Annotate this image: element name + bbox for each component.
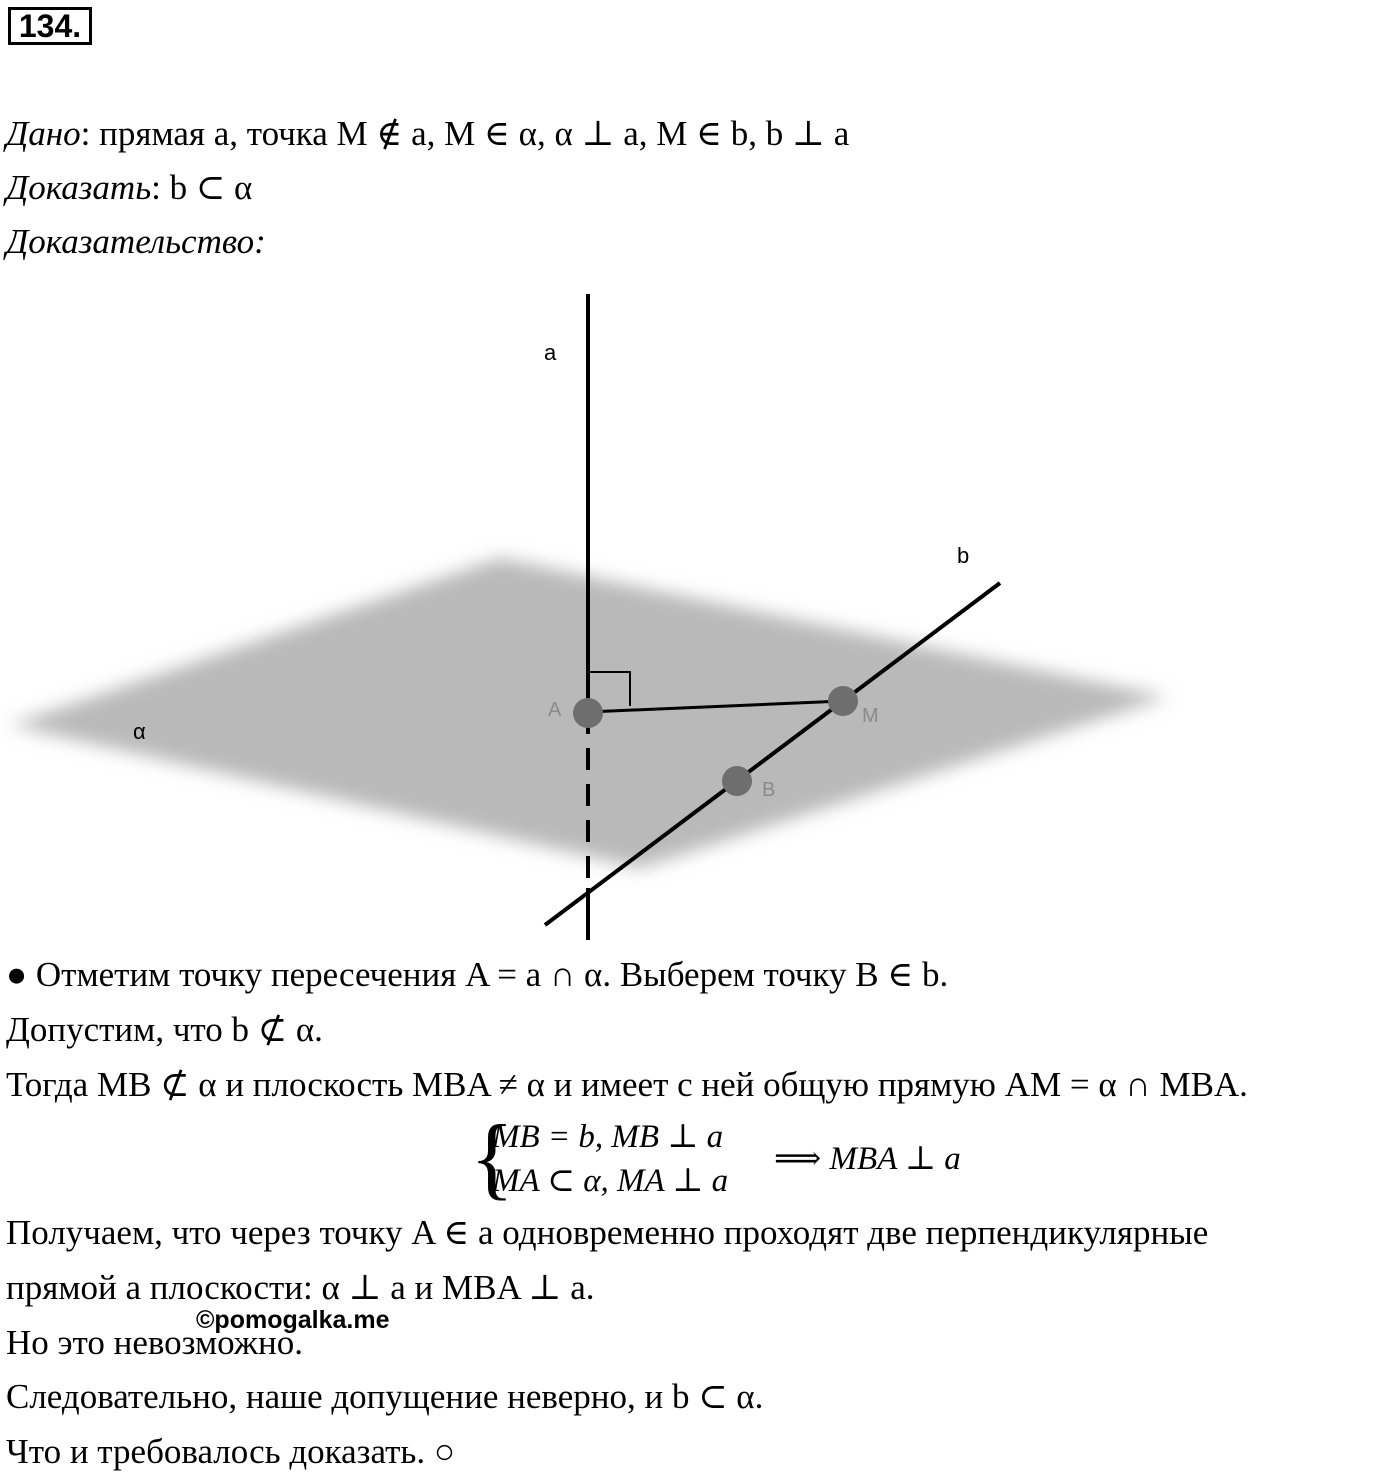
geometry-figure — [0, 290, 1400, 950]
proof-line-2: Допустим, что b ⊄ α. — [6, 1010, 323, 1049]
watermark: ©pomogalka.me — [196, 1306, 390, 1334]
conclusion-line-1: Получаем, что через точку A ∈ a одновременно проходят две перпендикулярные — [6, 1213, 1209, 1252]
conclusion-line-4: Следовательно, наше допущение неверно, и b ⊂ α. — [6, 1377, 764, 1416]
conclusion-line-3: Но это невозможно. — [6, 1323, 303, 1362]
proof-line-1: ● Отметим точку пересечения A = a ∩ α. Выберем точку B ∈ b. — [6, 955, 949, 994]
label-point-b: B — [762, 779, 776, 801]
system-row-1: MB = b, MB ⊥ a — [492, 1119, 724, 1155]
given-text: : прямая a, точка M ∉ a, M ∈ α, α ⊥ a, M ∈ b, b ⊥ a — [80, 114, 850, 153]
conclusion-line-5: Что и требовалось доказать. ○ — [6, 1432, 456, 1471]
prove-label: Доказать — [6, 168, 152, 207]
prove-text: : b ⊂ α — [151, 168, 253, 207]
prove-line — [6, 168, 252, 208]
label-point-m: M — [862, 705, 879, 727]
system-brace: { — [470, 1106, 515, 1208]
system-row-2: MA ⊂ α, MA ⊥ a — [492, 1163, 729, 1199]
label-alpha: α — [133, 719, 146, 744]
given-line — [6, 114, 849, 154]
problem-number: 134. — [8, 7, 92, 45]
label-a: a — [544, 340, 557, 365]
conclusion-line-2: прямой a плоскости: α ⊥ a и MBA ⊥ a. — [6, 1268, 595, 1307]
proof-line-3: Тогда MB ⊄ α и плоскость MBA ≠ α и имеет с ней общую прямую AM = α ∩ MBA. — [6, 1065, 1248, 1104]
point-a — [573, 698, 603, 728]
point-b — [722, 766, 752, 796]
given-label: Дано — [6, 114, 81, 153]
point-m — [828, 686, 858, 716]
label-point-a: A — [548, 699, 562, 721]
system-conclusion: ⟹ MBA ⊥ a — [774, 1141, 961, 1177]
label-b: b — [957, 543, 970, 568]
equation-system — [470, 1106, 961, 1208]
proof-label: Доказательство: — [6, 222, 266, 261]
